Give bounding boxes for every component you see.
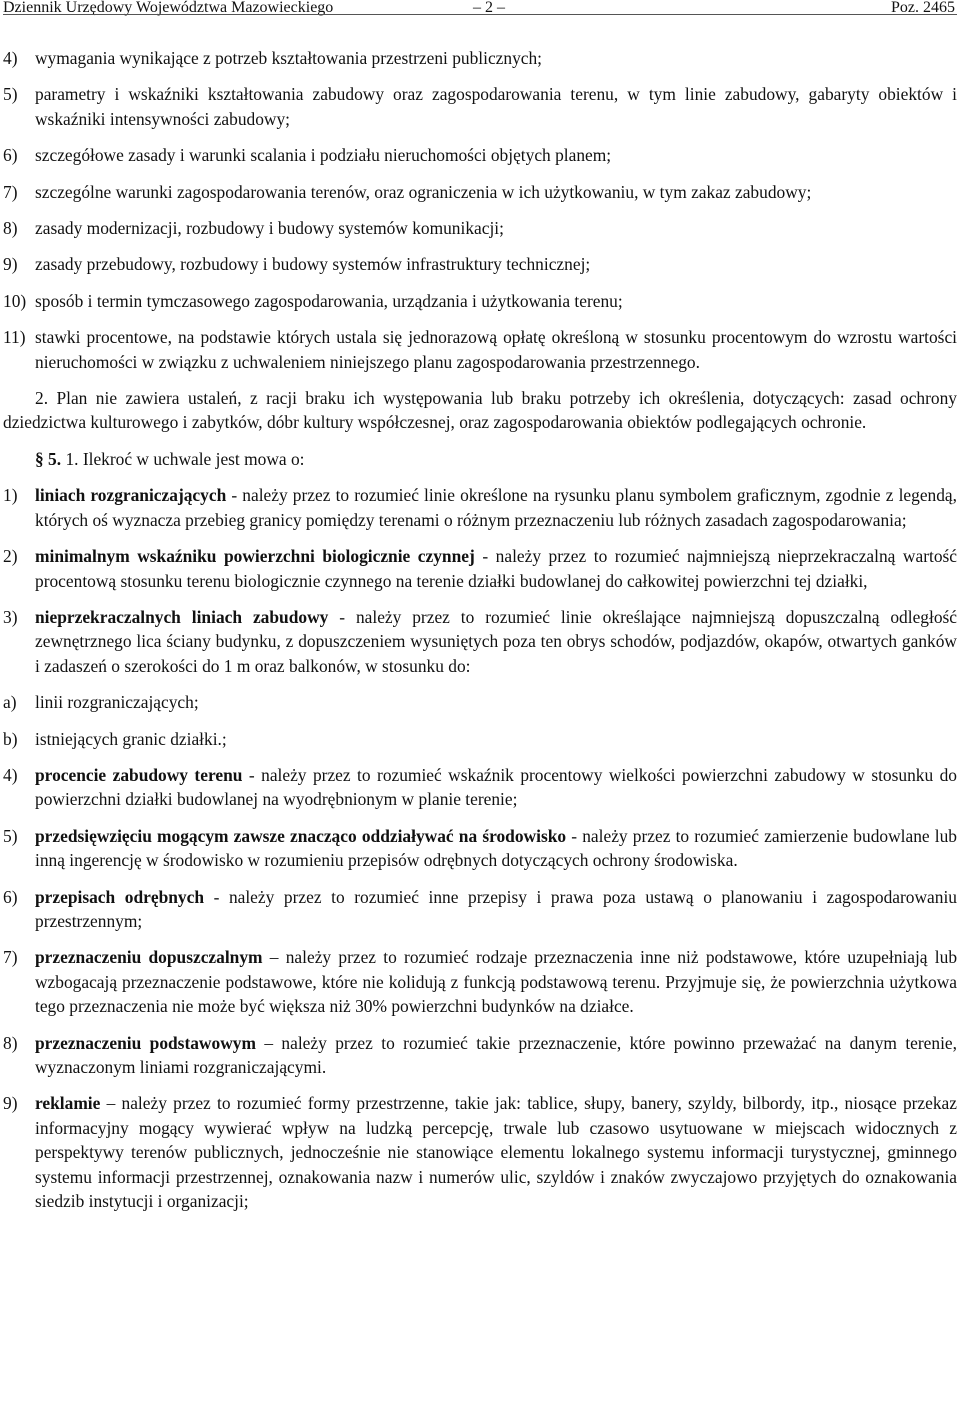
- sub-item: a) linii rozgraniczających;: [3, 692, 199, 713]
- list-item: 7) szczególne warunki zagospodarowania terenów, oraz ograniczenia w ich użytkowaniu, w tym zakaz zabudowy;: [3, 181, 812, 202]
- list-item: 10) sposób i termin tymczasowego zagospodarowania, urządzania i użytkowania terenu;: [3, 290, 623, 311]
- position-number: Poz. 2465: [891, 0, 955, 16]
- requirements-list: [3, 46, 957, 374]
- section-number: § 5.: [35, 448, 62, 469]
- definition-item: 8) przeznaczeniu podstawowym – należy przez to rozumieć takie przeznaczenie, które powinno przeważać na danym terenie, wyznaczonym liniami rozgraniczającymi.: [3, 1032, 957, 1077]
- section-intro: 1. Ilekroć w uchwale jest mowa o:: [61, 448, 305, 469]
- paragraph-2: 2. Plan nie zawiera ustaleń, z racji braku ich występowania lub braku potrzeby ich określenia, dotyczących: zasad ochrony dziedzictwa kulturowego i zabytków, dóbr kultury współczesnej, oraz zagospodarowania obiektów podlegających ochronie.: [3, 388, 957, 433]
- header-rule: [3, 14, 957, 15]
- definition-item: 2) minimalnym wskaźniku powierzchni biologicznie czynnej - należy przez to rozumieć najmniejszą nieprzekraczalną wartość procentową stosunku terenu biologicznie czynnego na terenie działki budowlanej do całkowitej powierzchni tej działki,: [3, 546, 957, 591]
- definition-item: 1) liniach rozgraniczających - należy przez to rozumieć linie określone na rysunku planu symbolem graficznym, zgodnie z legendą, których oś wyznacza przebieg granicy pomiędzy terenami o różnym przeznaczeniu lub różnych zasadach zagospodarowania;: [3, 485, 957, 530]
- definition-item: 4) procencie zabudowy terenu - należy przez to rozumieć wskaźnik procentowy wielkości powierzchni zabudowy w stosunku do powierzchni działki budowlanej na wyodrębnionym w planie terenie;: [3, 764, 958, 810]
- journal-title: Dziennik Urzędowy Województwa Mazowieckiego: [3, 0, 334, 16]
- list-item: 4) wymagania wynikające z potrzeb kształtowania przestrzeni publicznych;: [3, 48, 543, 68]
- section-heading: [3, 447, 957, 471]
- list-item: 5) parametry i wskaźniki kształtowania zabudowy oraz zagospodarowania terenu, w tym linie zabudowy, gabaryty obiektów i wskaźniki intensywności zabudowy;: [3, 84, 957, 129]
- list-item: 8) zasady modernizacji, rozbudowy i budowy systemów komunikacji;: [3, 218, 504, 239]
- sub-item: b) istniejących granic działki.;: [3, 728, 227, 749]
- list-item: 9) zasady przebudowy, rozbudowy i budowy systemów infrastruktury technicznej;: [3, 254, 591, 275]
- list-item: 6) szczegółowe zasady i warunki scalania i podziału nieruchomości objętych planem;: [3, 145, 612, 166]
- page-number: – 2 –: [473, 0, 505, 16]
- list-item: 11) stawki procentowe, na podstawie których ustala się jednorazową opłatę określoną w stosunku procentowym do wzrostu wartości nieruchomości w związku z uchwaleniem niniejszego planu zagospodarowania przestrzennego.: [3, 327, 957, 372]
- definition-item: 3) nieprzekraczalnych liniach zabudowy - należy przez to rozumieć linie określające najmniejszą dopuszczalną odległość zewnętrznego lica ściany budynku, z dopuszczeniem wysuniętych poza ten obrys schodów, podjazdów, okapów, otwartych ganków i zadaszeń o szerokości do 1 m oraz balkonów, w stosunku do:: [3, 606, 957, 676]
- definition-item: 7) przeznaczeniu dopuszczalnym – należy przez to rozumieć rodzaje przeznaczenia inne niż podstawowe, które uzupełniają lub wzbogacają przeznaczenie podstawowe, które nie kolidują z funkcją podstawową terenu. Przyjmuje się, że powierzchnia użytkowa tego przeznaczenia nie może być większa niż 30% powierzchni budynków na działce.: [3, 947, 958, 1017]
- definitions-list: [3, 483, 957, 1213]
- definition-item: 6) przepisach odrębnych - należy przez to rozumieć inne przepisy i prawa poza ustawą o planowaniu i zagospodarowaniu przestrzennym;: [3, 886, 957, 931]
- definition-item: 9) reklamie – należy przez to rozumieć formy przestrzenne, takie jak: tablice, słupy, banery, szyldy, bilbordy, itp., niosące przekaz informacyjny mogący wywierać wpływ na ludzką percepcję, trwale lub czasowo usytuowane w miejscach widocznych z perspektywy terenów publicznych, jednocześnie nie stanowiące elementu lokalnego systemu informacji turystycznej, gminnego systemu informacji przestrzennej, oznakowania nazw i numerów ulic, szyldów i znaków zwyczajowo przyjętych do oznakowania siedzib instytucji i organizacji;: [3, 1093, 957, 1212]
- definition-item: 5) przedsięwzięciu mogącym zawsze znacząco oddziaływać na środowisko - należy przez to rozumieć zamierzenie budowlane lub inną ingerencję w środowisko w rozumieniu przepisów odrębnych dotyczących ochrony środowiska.: [3, 825, 957, 871]
- page-header: [3, 0, 957, 16]
